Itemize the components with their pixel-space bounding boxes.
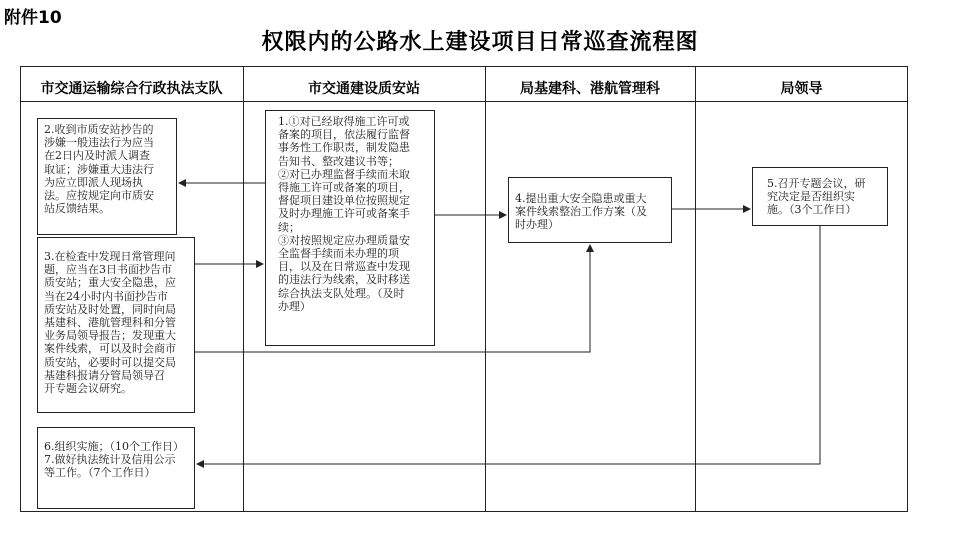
column-header-enforcement-detachment: 市交通运输综合行政执法支队 — [40, 81, 223, 97]
step-3-line: 基建科报请分管局领导召 — [44, 368, 165, 382]
step-3-line: 题，应当在3日书面抄告市 — [44, 263, 172, 277]
step-1-line: 的违法行为线索，及时移送 — [278, 273, 410, 287]
step-1-line: 备案的项目，依法履行监督 — [278, 128, 410, 142]
step-4-line: 案件线索整治工作方案（及 — [515, 205, 647, 219]
step-3-line: 3.在检查中发现日常管理问 — [44, 250, 176, 263]
step-1-line: 续； — [278, 220, 300, 234]
step-3-line: 业务局领导报告；发现重大 — [44, 329, 176, 343]
step-1-line: 目，以及在日常巡查中发现 — [278, 260, 410, 274]
step-1-line: ③对按照规定应办理质量安 — [278, 233, 410, 247]
arrow-step3-to-step4 — [195, 245, 590, 352]
step-5-line: 施。（3个工作日） — [767, 203, 857, 217]
step-3-line: 基建科、港航管理科和分管 — [44, 316, 176, 330]
step-1-line: 事务性工作职责，制发隐患 — [278, 141, 410, 155]
step-3-line: 质安站，必要时可以提交局 — [44, 355, 176, 369]
step-5-line: 5.召开专题会议，研 — [767, 177, 866, 190]
step-6-7-line: 6.组织实施；（10个工作日） — [44, 440, 184, 453]
page-title: 权限内的公路水上建设项目日常巡查流程图 — [261, 30, 699, 55]
step-4-line: 时办理） — [515, 218, 559, 232]
column-header-quality-safety-station: 市交通建设质安站 — [308, 81, 420, 97]
step-1-line: 告知书、整改建议书等； — [278, 154, 399, 168]
step-2-line: 在2日内及时派人调查 — [44, 149, 150, 163]
step-5-line: 究决定是否组织实 — [767, 190, 855, 204]
step-1-line: 1.①对已经取得施工许可或 — [278, 115, 410, 128]
step-1-line: 办理） — [278, 299, 311, 313]
step-2-line: 为应立即派人现场执 — [44, 175, 143, 189]
attachment-label: 附件10 — [4, 8, 62, 28]
step-3-line: 质安站及时处置，同时向局 — [44, 302, 176, 316]
arrow-step5-to-step6-7 — [197, 226, 820, 464]
step-2-line: 涉嫌一般违法行为应当 — [44, 136, 154, 150]
step-2-line: 2.收到市质安站抄告的 — [44, 123, 154, 136]
step-2-line: 取证；涉嫌重大违法行 — [44, 162, 154, 176]
step-3-line: 当在24小时内书面抄告市 — [44, 289, 168, 303]
step-1-line: 及时办理施工许可或备案手 — [278, 207, 410, 221]
step-1-line: 督促项目建设单位按照规定 — [278, 194, 410, 208]
column-header-bureau-leadership: 局领导 — [780, 81, 823, 97]
step-1-line: ②对已办理监督手续而未取 — [278, 167, 410, 181]
step-3-line: 开专题会议研究。 — [44, 382, 132, 396]
column-header-infrastructure-section: 局基建科、港航管理科 — [520, 81, 660, 97]
step-1-line: 全监督手续而未办理的项 — [278, 247, 399, 261]
step-6-7-line: 等工作。（7个工作日） — [44, 466, 156, 480]
step-1-line: 综合执法支队处理。（及时 — [278, 286, 405, 300]
step-6-7-line: 7.做好执法统计及信用公示 — [44, 453, 176, 467]
step-3-line: 质安站；重大安全隐患，应 — [44, 276, 176, 290]
step-2-line: 法。应按规定向市质安 — [44, 189, 154, 203]
step-3-line: 案件线索，可以及时会商市 — [44, 342, 176, 356]
step-1-line: 得施工许可或备案的项目， — [278, 181, 410, 195]
step-4-line: 4.提出重大安全隐患或重大 — [515, 192, 647, 205]
step-2-line: 站反馈结果。 — [44, 202, 110, 216]
